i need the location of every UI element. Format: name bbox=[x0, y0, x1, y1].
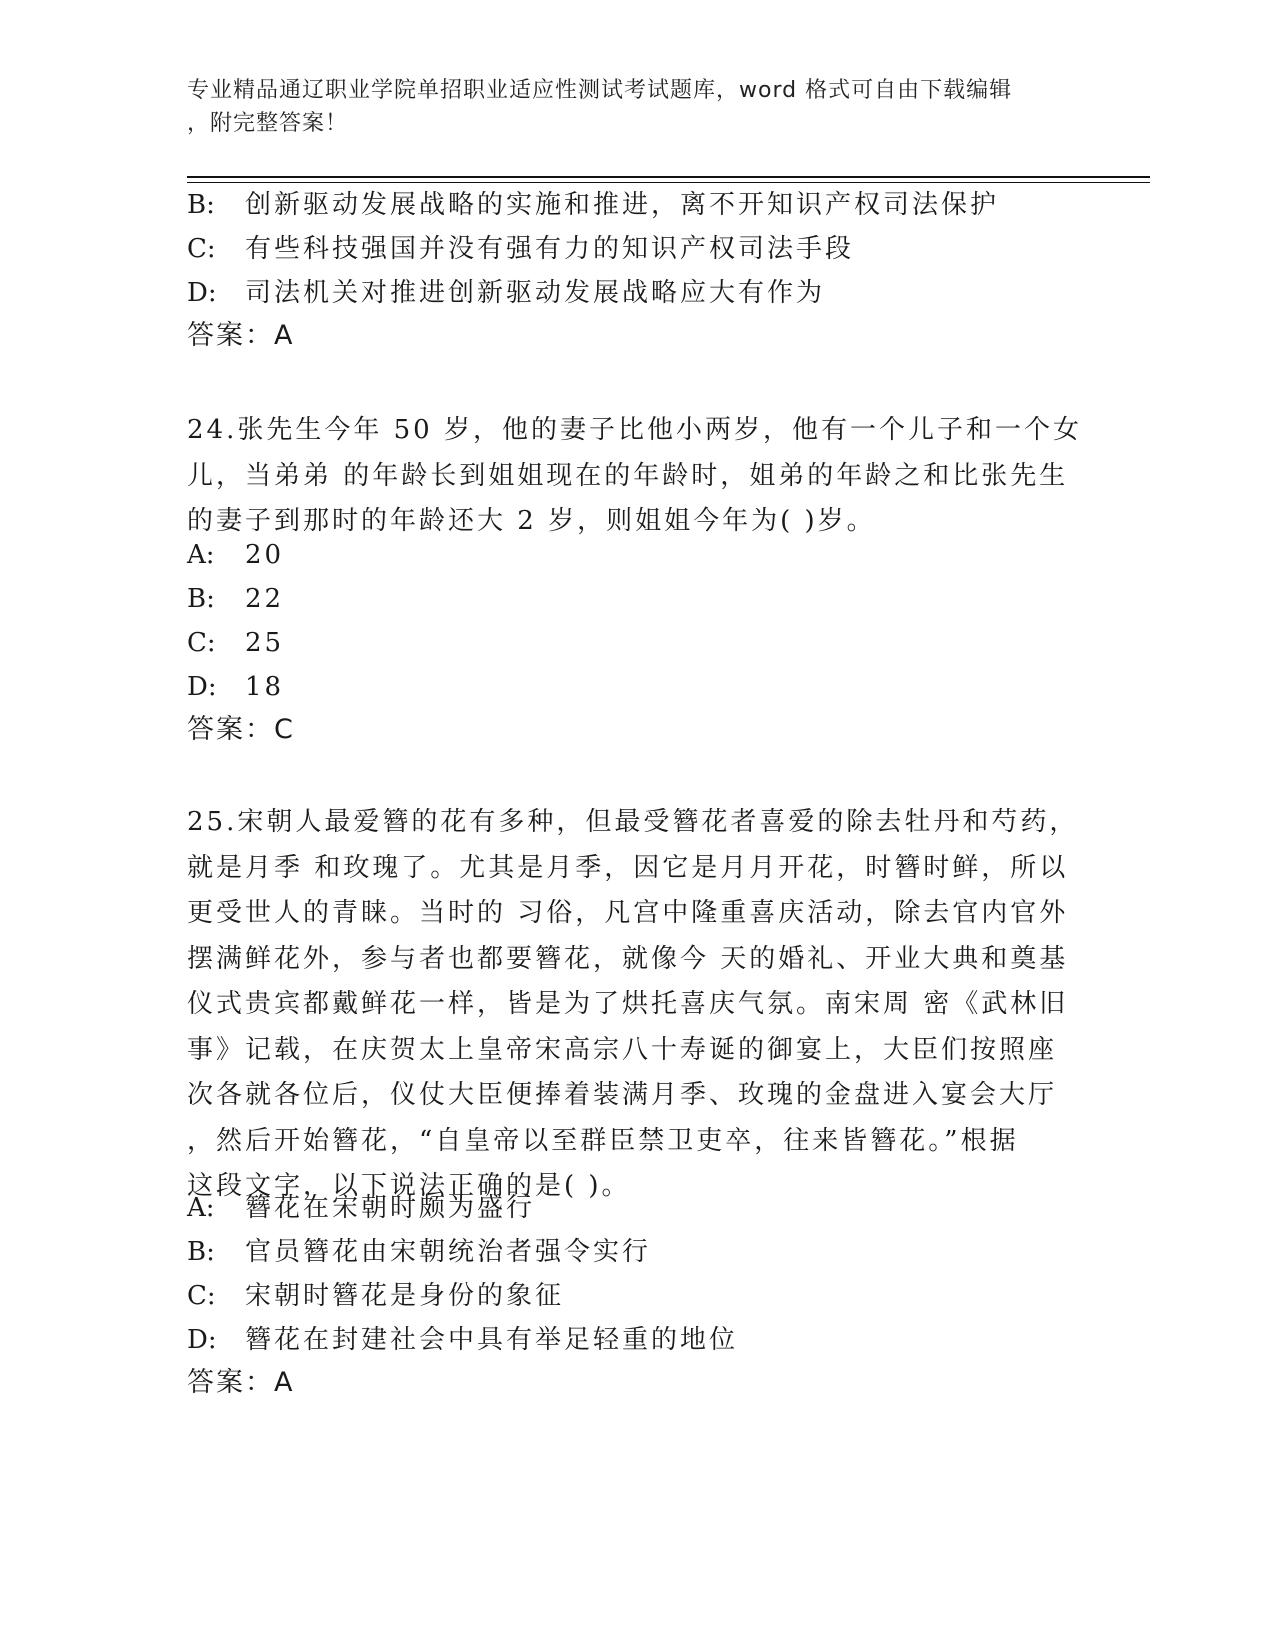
option-text: 簪花在封建社会中具有举足轻重的地位 bbox=[245, 1325, 739, 1355]
q23-option-c bbox=[187, 232, 854, 266]
stem-line: ，然后开始簪花，“自皇帝以至群臣禁卫吏卒，往来皆簪花。”根据 bbox=[187, 1125, 1019, 1156]
stem-line: 摆满鲜花外，参与者也都要簪花，就像今 天的婚礼、开业大典和奠基 bbox=[187, 943, 1069, 974]
option-text: 簪花在宋朝时颇为盛行 bbox=[245, 1193, 536, 1223]
stem-line: 仪式贵宾都戴鲜花一样，皆是为了烘托喜庆气氛。南宋周 密《武林旧 bbox=[187, 989, 1069, 1019]
stem-line: 这段文字，以下说法正确的是( )。 bbox=[187, 1171, 631, 1201]
stem-line: 就是月季 和玫瑰了。尤其是月季，因它是月月开花，时簪时鲜，所以 bbox=[187, 852, 1069, 883]
q25-option-d bbox=[187, 1323, 738, 1357]
q25-option-c bbox=[187, 1279, 564, 1313]
q24-option-d bbox=[187, 670, 284, 704]
option-key: C: bbox=[187, 628, 216, 658]
option-key: D: bbox=[187, 672, 217, 702]
option-text: 宋朝时簪花是身份的象征 bbox=[245, 1281, 565, 1311]
q25-option-b bbox=[187, 1235, 651, 1269]
option-text: 25 bbox=[245, 628, 285, 658]
q24-option-c bbox=[187, 626, 284, 660]
stem-line: 次各就各位后，仪仗大臣便捧着装满月季、玫瑰的金盘进入宴会大厅 bbox=[187, 1080, 1058, 1110]
option-key: B: bbox=[187, 584, 215, 614]
q24-option-b bbox=[187, 582, 284, 616]
q25-option-a bbox=[187, 1191, 535, 1225]
header-line-2: ，附完整答案！ bbox=[187, 111, 349, 136]
option-key: B: bbox=[187, 1237, 215, 1267]
q23-answer: 答案：A bbox=[187, 320, 295, 351]
option-key: D: bbox=[187, 278, 217, 308]
option-text: 官员簪花由宋朝统治者强令实行 bbox=[245, 1237, 652, 1267]
stem-line: 儿，当弟弟 的年龄长到姐姐现在的年龄时，姐弟的年龄之和比张先生 bbox=[187, 460, 1069, 491]
header-rule-thin bbox=[187, 182, 1150, 183]
q24-stem bbox=[187, 408, 1087, 545]
option-text: 22 bbox=[245, 584, 285, 614]
option-text: 司法机关对推进创新驱动发展战略应大有作为 bbox=[245, 278, 826, 308]
option-key: D: bbox=[187, 1325, 217, 1355]
q23-option-d bbox=[187, 276, 825, 310]
option-key: A: bbox=[187, 1193, 215, 1223]
option-text: 18 bbox=[245, 672, 285, 702]
stem-line: 事》记载，在庆贺太上皇帝宋高宗八十寿诞的御宴上，大臣们按照座 bbox=[187, 1034, 1058, 1065]
stem-line: 更受世人的青睐。当时的 习俗，凡宫中隆重喜庆活动，除去官内官外 bbox=[187, 898, 1069, 928]
stem-line: 的妻子到那时的年龄还大 2 岁，则姐姐今年为( )岁。 bbox=[187, 506, 876, 536]
header-line-1: 专业精品通辽职业学院单招职业适应性测试考试题库，word 格式可自由下载编辑 bbox=[187, 78, 1013, 103]
q25-answer: 答案：A bbox=[187, 1367, 295, 1398]
option-key: C: bbox=[187, 234, 216, 264]
option-text: 创新驱动发展战略的实施和推进，离不开知识产权司法保护 bbox=[245, 190, 1000, 220]
option-text: 20 bbox=[245, 540, 285, 570]
option-key: B: bbox=[187, 190, 215, 220]
option-text: 有些科技强国并没有强有力的知识产权司法手段 bbox=[245, 234, 855, 264]
option-key: A: bbox=[187, 540, 215, 570]
q23-option-b bbox=[187, 188, 999, 222]
option-key: C: bbox=[187, 1281, 216, 1311]
header-rule-thick bbox=[187, 176, 1150, 178]
q24-option-a bbox=[187, 538, 284, 572]
stem-line: 25.宋朝人最爱簪的花有多种，但最受簪花者喜爱的除去牡丹和芍药， bbox=[187, 807, 1079, 837]
q24-answer: 答案：C bbox=[187, 714, 295, 745]
q25-stem bbox=[187, 800, 1087, 1210]
page-header bbox=[187, 74, 1067, 140]
stem-line: 24.张先生今年 50 岁，他的妻子比他小两岁，他有一个儿子和一个女 bbox=[187, 415, 1082, 445]
